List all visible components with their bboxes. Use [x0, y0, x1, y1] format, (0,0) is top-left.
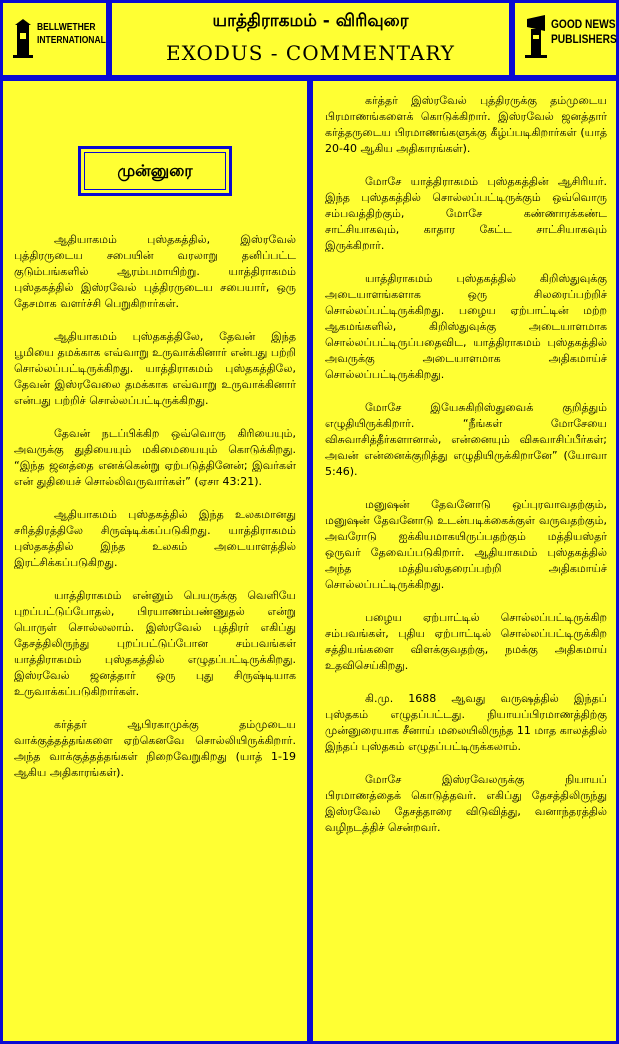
paragraph: ஆதியாகமம் புஸ்தகத்தில், இஸ்ரவேல் புத்திரருடைய சபையின் வரலாறு தனிப்பட்ட குடும்பங்களில் ஆரம்பமாயிற்று. யாத்திராகமம் புஸ்தகத்தில் இஸ்ரவேல் புத்திரருடைய சபையார், ஒரு தேசமாக வளர்ச்சி பெறுகிறார்கள். [14, 233, 296, 310]
paragraph: மோசே இயேசுகிறிஸ்துவைக் குறித்தும் எழுதியிருக்கிறார். “நீங்கள் மோசேயை விசுவாசித்தீர்களானால், என்னையும் விசுவாசிப்பீர்கள்; அவன் என்னைக்குறித்து எழுதியிருக்கிறானே” (யோவா 5:46). [325, 401, 607, 478]
right-column-text [325, 93, 607, 853]
logo-right-line2: PUBLISHERS [551, 32, 617, 46]
logo-left-line2: INTERNATIONAL [37, 35, 106, 46]
page-title-english: EXODUS - COMMENTARY [165, 41, 456, 65]
left-column-text [14, 232, 296, 798]
good-news-logo-text [551, 17, 617, 47]
page-title-tamil: யாத்திராகமம் - விரிவுரை [212, 11, 409, 31]
good-news-logo-box [512, 0, 619, 78]
bellwether-logo-text [37, 21, 106, 47]
title-box [109, 0, 512, 78]
paragraph: ஆதியாகமம் புஸ்தகத்தில் இந்த உலகமானது சரித்திரத்திலே சிருஷ்டிக்கப்படுகிறது. யாத்திராகமம் புஸ்தகத்தில் இந்த உலகம் அடையாளத்தில் இரட்சிக்கப்படுகிறது. [14, 508, 296, 569]
paragraph: கர்த்தர் இஸ்ரவேல் புத்திரருக்கு தம்முடைய பிரமாணங்களைக் கொடுக்கிறார். இஸ்ரவேல் ஜனத்தார் கர்த்தருடைய பிரமாணங்களுக்கு கீழ்ப்படிகிறார்கள் (யாத் 20-40 ஆகிய அதிகாரங்கள்). [325, 94, 607, 155]
paragraph: கி.மு. 1688 ஆவது வருஷத்தில் இந்தப் புஸ்தகம் எழுதப்பட்டது. நியாயப்பிரமாணத்திற்கு முன்னுரையாக சீனாய் மலையிலிருந்த 11 மாத காலத்தில் இந்தப் புஸ்தகம் எழுதப்பட்டிருக்கலாம். [325, 692, 607, 753]
logo-right-line1: GOOD NEWS [551, 17, 616, 31]
section-heading-box [78, 146, 232, 196]
paragraph: மனுஷன் தேவனோடு ஒப்புரவாவதற்கும், மனுஷன் தேவனோடு உடன்படிக்கைக்குள் வருவதற்கும், அவரோடு ஐக்கியமாகயிருப்பதற்கும் மத்தியஸ்தர் ஒருவர் தேவைப்படுகிறார். ஆதியாகமம் புஸ்தகத்தில் அந்த மத்தியஸ்தரைப்பற்றி அதிகமாய்ச் சொல்லப்பட்டிருக்கிறது. [325, 498, 607, 591]
paragraph: மோசே யாத்திராகமம் புஸ்தகத்தின் ஆசிரியர். இந்த புஸ்தகத்தில் சொல்லப்பட்டிருக்கும் ஒவ்வொரு சம்பவத்திற்கும், மோசே கண்ணாரக்கண்ட சாட்சியாகவும், காதார கேட்ட சாட்சியாகவும் இருக்கிறார். [325, 175, 607, 252]
paragraph: கர்த்தர் ஆபிரகாமுக்கு தம்முடைய வாக்குத்தத்தங்களை ஏற்கெனவே சொல்லியிருக்கிறார். அந்த வாக்குத்தத்தங்கள் நிறைவேறுகிறது (யாத் 1-19 ஆகிய அதிகாரங்கள்). [14, 718, 296, 779]
paragraph: ஆதியாகமம் புஸ்தகத்திலே, தேவன் இந்த பூமியை தமக்காக எவ்வாறு உருவாக்கினார் என்பது பற்றி சொல்லப்பட்டிருக்கிறது. யாத்திராகமம் புஸ்தகத்திலே, தேவன் இஸ்ரவேலை தமக்காக எவ்வாறு உருவாக்கினார் என்பது பற்றிச் சொல்லப்பட்டிருக்கிறது. [14, 330, 296, 407]
paragraph: மோசே இஸ்ரவேலருக்கு நியாயப் பிரமாணத்தைக் கொடுத்தவர். எகிப்து தேசத்திலிருந்து இஸ்ரவேல் தேசத்தாரை விடுவித்து, வனாந்தரத்தில் வழிநடத்திச் சென்றவர். [325, 773, 607, 834]
bellwether-sheep-icon [13, 19, 35, 59]
paragraph: தேவன் நடப்பிக்கிற ஒவ்வொரு கிரியையும், அவருக்கு துதியையும் மகிமையையும் கொடுக்கிறது. “இந்த ஜனத்தை எனக்கென்று ஏற்படுத்தினேன்; இவர்கள் என் துதியைச் சொல்லிவருவார்கள்” (ஏசா 43:21). [14, 427, 296, 488]
bellwether-logo-box [0, 0, 109, 78]
section-heading: முன்னுரை [117, 160, 193, 180]
paragraph: யாத்திராகமம் புஸ்தகத்தில் கிறிஸ்துவுக்கு அடையாளங்களாக ஒரு சிலரைப்பற்றிச் சொல்லப்பட்டிருக்கிறது. பழைய ஏற்பாட்டின் மற்ற ஆகமங்களில், கிறிஸ்துவுக்கு அடையாளமாக சொல்லப்பட்டிருப்பதைவிட, யாத்திராகமம் புஸ்தகத்தில் அவருக்கு அடையாளமாக அதிகமாய்ச் சொல்லப்பட்டிருக்கிறது. [325, 272, 607, 381]
logo-left-line1: BELLWETHER [37, 22, 96, 33]
paragraph: யாத்திராகமம் என்னும் பெயருக்கு வெளியே புறப்பட்டுப்போதல், பிரயாணம்பண்ணுதல் என்று பொருள் சொல்லலாம். இஸ்ரவேல் புத்திரர் எகிப்து தேசத்திலிருந்து புறப்பட்டுப்போன சம்பவங்கள் யாத்திராகமம் புஸ்தகத்தில் எழுதப்பட்டிருக்கிறது. இஸ்ரவேல் ஜனத்தார் ஒரு புது சிருஷ்டியாக உருவாக்கப்படுகிறார்கள். [14, 589, 296, 698]
paragraph: பழைய ஏற்பாட்டில் சொல்லப்பட்டிருக்கிற சம்பவங்கள், புதிய ஏற்பாட்டில் சொல்லப்பட்டிருக்கிற சத்தியங்களை விளக்குவதற்கு, நமக்கு அதிகமாய் உதவிசெய்கிறது. [325, 611, 607, 672]
good-news-megaphone-icon [523, 15, 549, 59]
